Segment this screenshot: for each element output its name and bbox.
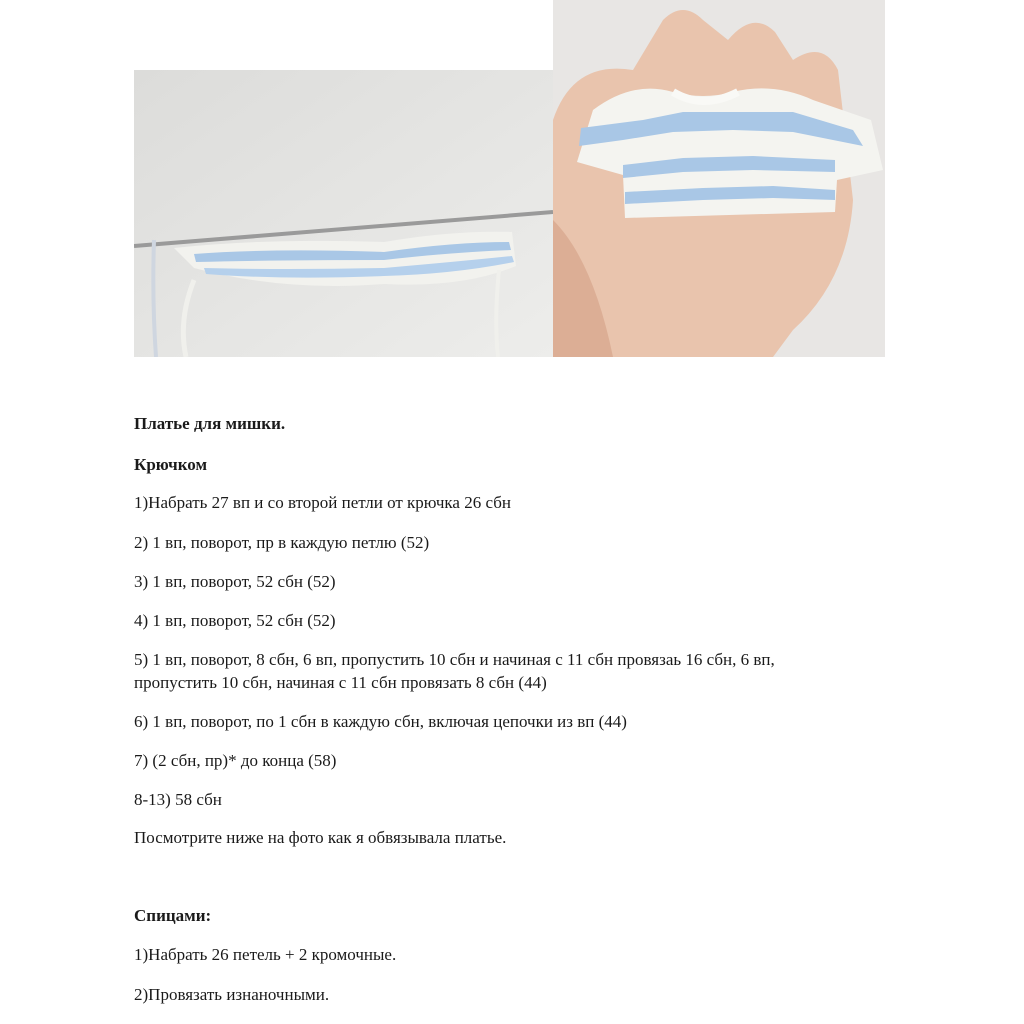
crochet-step: 5) 1 вп, поворот, 8 сбн, 6 вп, пропустить 10 сбн и начиная с 11 сбн провязаь 16 сбн, 6 вп, (134, 650, 775, 669)
crochet-heading: Крючком (134, 455, 208, 474)
knitting-heading: Спицами: (134, 906, 212, 925)
crochet-step: 8-13) 58 сбн (134, 790, 222, 809)
knitting-on-needle-photo (134, 70, 553, 357)
crochet-step: 3) 1 вп, поворот, 52 сбн (52) (134, 572, 336, 591)
crochet-step: 1)Набрать 27 вп и со второй петли от крючка 26 сбн (134, 493, 511, 512)
crochet-step: 2) 1 вп, поворот, пр в каждую петлю (52) (134, 533, 430, 552)
knitting-step: 2)Провязать изнаночными. (134, 985, 330, 1004)
crochet-step: 4) 1 вп, поворот, 52 сбн (52) (134, 611, 336, 630)
knitting-step: 1)Набрать 26 петель + 2 кромочные. (134, 945, 397, 964)
crochet-note: Посмотрите ниже на фото как я обвязывала платье. (134, 828, 507, 847)
crochet-step: 6) 1 вп, поворот, по 1 сбн в каждую сбн, включая цепочки из вп (44) (134, 712, 627, 731)
sweater-in-hand-photo (553, 0, 885, 357)
page-title: Платье для мишки. (134, 414, 286, 433)
crochet-step-continuation: пропустить 10 сбн, начиная с 11 сбн провязать 8 сбн (44) (134, 673, 547, 692)
crochet-step: 7) (2 сбн, пр)* до конца (58) (134, 751, 337, 770)
